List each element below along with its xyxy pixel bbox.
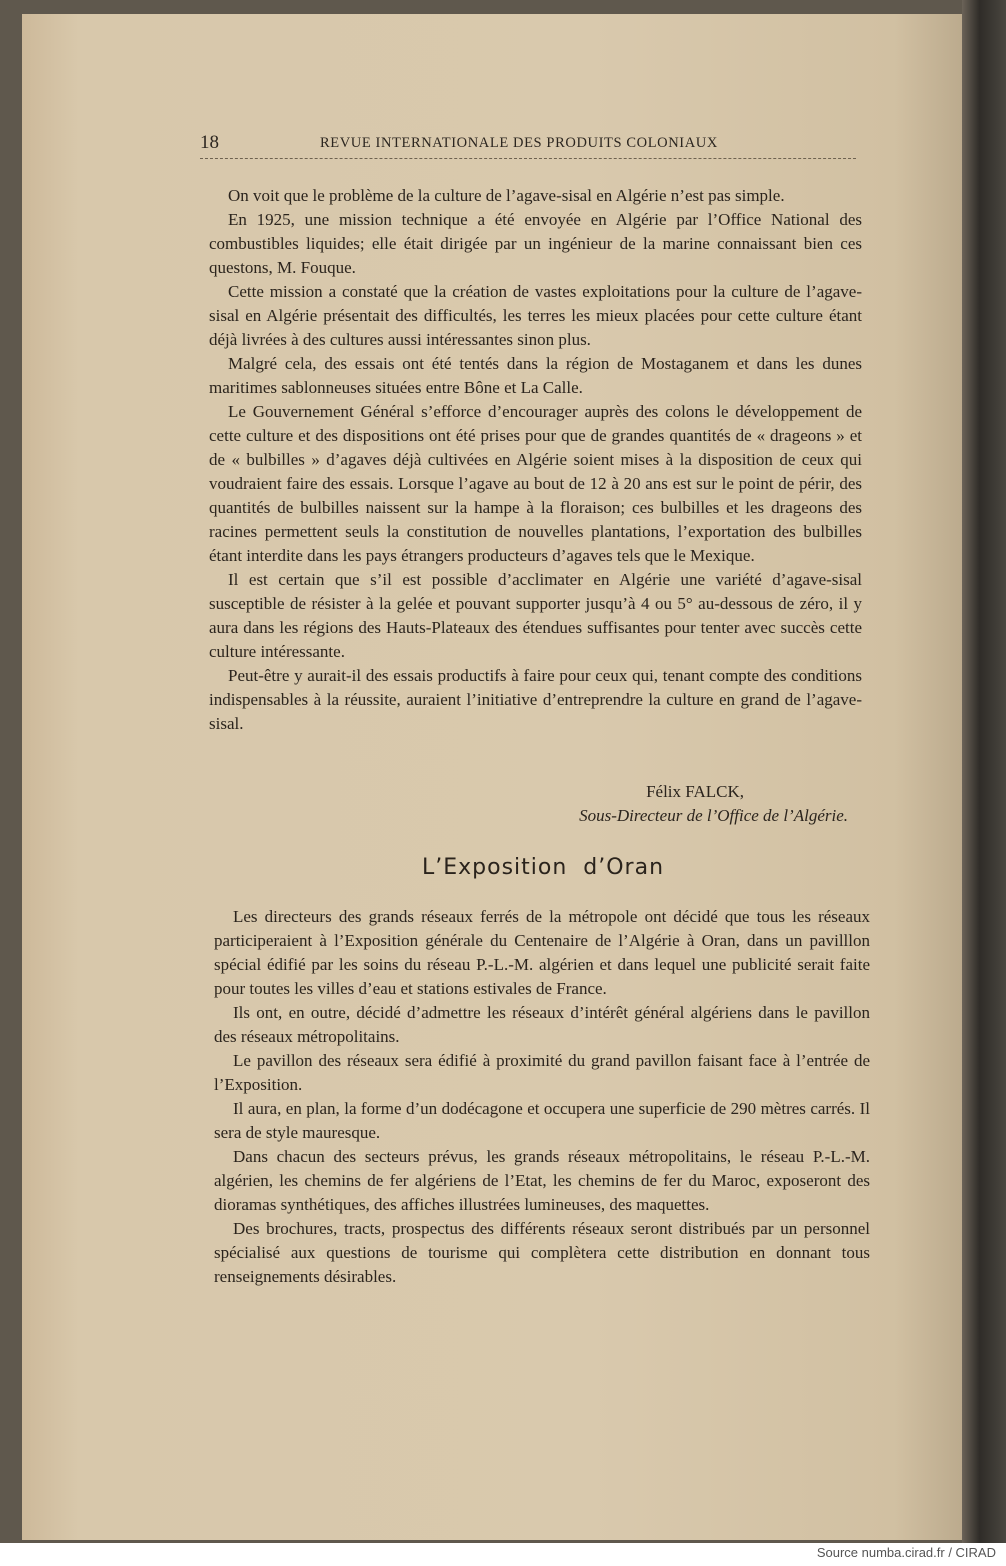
signature-role: Sous-Directeur de l’Office de l’Algérie.: [579, 806, 848, 825]
paragraph: Des brochures, tracts, prospectus des différents réseaux seront distribués par un personnel spécialisé aux questions de tourisme qui complètera cette distribution en donnant tous renseignements désirables.: [214, 1219, 870, 1286]
paragraph: Peut-être y aurait-il des essais productifs à faire pour ceux qui, tenant compte des conditions indispensables à la réussite, auraient l’initiative d’entreprendre la culture en grand de l’agave-sisal.: [209, 666, 862, 733]
paragraph: Il aura, en plan, la forme d’un dodécagone et occupera une superficie de 290 mètres carrés. Il sera de style mauresque.: [214, 1099, 870, 1142]
paragraph: Le pavillon des réseaux sera édifié à proximité du grand pavillon faisant face à l’entrée de l’Exposition.: [214, 1051, 870, 1094]
paragraph: En 1925, une mission technique a été envoyée en Algérie par l’Office National des combustibles liquides; elle était dirigée par un ingénieur de la marine connaissant bien ces questons, M. Fouque.: [209, 210, 862, 277]
paragraph: Le Gouvernement Général s’efforce d’encourager auprès des colons le développement de cette culture et des dispositions ont été prises pour que de grandes quantités de « drageons » et de « bulbilles » d’agaves déjà cultivées en Algérie soient mises à la disposition de ceux qui voudraient faire des essais. Lorsque l’agave au bout de 12 à 20 ans est sur le point de périr, des quantités de bulbilles naissent sur la hampe à la floraison; ces bulbilles et les drageons des racines permettent seuls la constitution de nouvelles plantations, l’exportation des bulbilles étant interdite dans les pays étrangers producteurs d’agaves tels que le Mexique.: [209, 402, 862, 565]
article-agave-sisal: [209, 184, 862, 736]
book-binding-edge: [962, 0, 1006, 1543]
source-credit: Source numba.cirad.fr / CIRAD: [816, 1545, 996, 1560]
paragraph: Ils ont, en outre, décidé d’admettre les réseaux d’intérêt général algériens dans le pavillon des réseaux métropolitains.: [214, 1003, 870, 1046]
paragraph: Cette mission a constaté que la création de vastes exploitations pour la culture de l’agave-sisal en Algérie présentait des difficultés, les terres les mieux placées pour cette culture étant déjà livrées à des cultures aussi intéressantes sinon plus.: [209, 282, 862, 349]
article-exposition-oran: [214, 905, 870, 1289]
article-signature: [480, 780, 860, 828]
running-title: REVUE INTERNATIONALE DES PRODUITS COLONIAUX: [320, 135, 718, 151]
section-title: L’Exposition d’Oran: [421, 855, 665, 880]
paragraph: Les directeurs des grands réseaux ferrés de la métropole ont décidé que tous les réseaux participeraient à l’Exposition générale du Centenaire de l’Algérie à Oran, dans un pavilllon spécial édifié par les soins du réseau P.-L.-M. algérien et dans lequel une publicité serait faite pour toutes les villes d’eau et stations estivales de France.: [214, 907, 870, 998]
paragraph: Il est certain que s’il est possible d’acclimater en Algérie une variété d’agave-sisal susceptible de résister à la gelée et pouvant supporter jusqu’à 4 ou 5° au-dessous de zéro, il y aura dans les régions des Hauts-Plateaux des étendues suffisantes pour tenter avec succès cette culture intéressante.: [209, 570, 862, 661]
paragraph: Malgré cela, des essais ont été tentés dans la région de Mostaganem et dans les dunes maritimes sablonneuses situées entre Bône et La Calle.: [209, 354, 862, 397]
paragraph: On voit que le problème de la culture de l’agave-sisal en Algérie n’est pas simple.: [228, 186, 785, 205]
page-number: 18: [200, 132, 219, 153]
header-rule: [200, 158, 856, 159]
running-header: [200, 132, 856, 158]
signature-author: Félix FALCK,: [646, 782, 744, 801]
paragraph: Dans chacun des secteurs prévus, les grands réseaux métropolitains, le réseau P.-L.-M. algérien, les chemins de fer algériens de l’Etat, les chemins de fer du Maroc, exposeront des dioramas synthétiques, des affiches illustrées lumineuses, des maquettes.: [214, 1147, 870, 1214]
